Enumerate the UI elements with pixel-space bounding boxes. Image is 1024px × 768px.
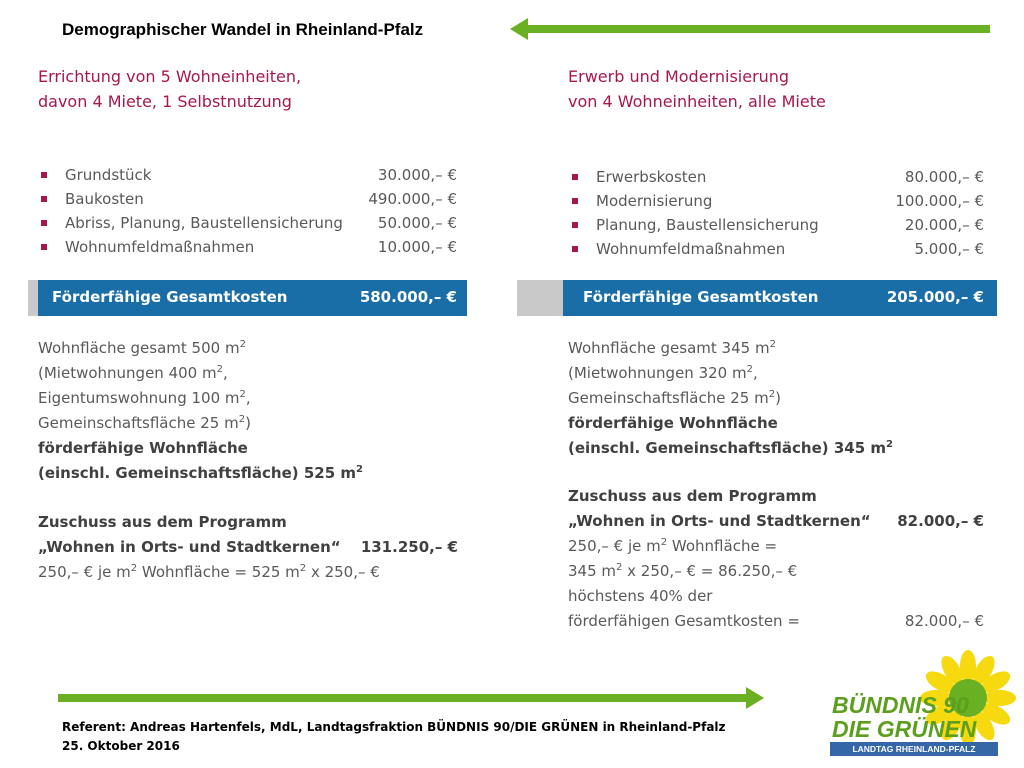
- grant-value: 131.250,– €: [360, 538, 458, 556]
- logo-text: DIE GRÜNEN: [832, 716, 977, 742]
- right-cost-list: [572, 165, 984, 261]
- total-label: Förderfähige Gesamtkosten: [52, 288, 288, 306]
- right-heading: Erwerb und Modernisierung von 4 Wohneinheiten, alle Miete: [568, 67, 826, 111]
- bullet-icon: [572, 246, 578, 252]
- left-area-block: Wohnfläche gesamt 500 $m^2$ (Mietwohnungen 400 $m^2$, Eigentumswohnung 100 $m^2$, Gemeinschaftsfläche 25 $m^2$) förderfähige Wohnfläche (einschl. Gemeinschaftsfläche) 525 $m^2$: [38, 339, 363, 482]
- bullet-icon: [572, 222, 578, 228]
- bullet-icon: [41, 220, 47, 226]
- left-heading: Errichtung von 5 Wohneinheiten, davon 4 Miete, 1 Selbstnutzung: [38, 67, 302, 111]
- list-item: Planung, Baustellensicherung 20.000,– €: [572, 213, 984, 237]
- list-item: Abriss, Planung, Baustellensicherung 50.000,– €: [41, 211, 457, 235]
- list-item: Wohnumfeldmaßnahmen 10.000,– €: [41, 235, 457, 259]
- list-item: Modernisierung 100.000,– €: [572, 189, 984, 213]
- list-item: Baukosten 490.000,– €: [41, 187, 457, 211]
- right-area-block: Wohnfläche gesamt 345 $m^2$ (Mietwohnungen 320 $m^2$, Gemeinschaftsfläche 25 $m^2$) förderfähige Wohnfläche (einschl. Gemeinschaftsfläche) 345 $m^2$: [568, 339, 893, 457]
- footer-referent: Referent: Andreas Hartenfels, MdL, Landtagsfraktion BÜNDNIS 90/DIE GRÜNEN in Rheinland-Pfalz: [62, 720, 726, 734]
- arrow-left-icon: [510, 23, 990, 35]
- right-grant-block: Zuschuss aus dem Programm „Wohnen in Orts- und Stadtkernen“ 82.000,– € 250,– € je $m^2$ Wohnfläche = 345 $m^2$ x 250,– € = 86.250,– € höchstens 40% der förderfähigen Gesamtkosten = 82.000,– €: [568, 487, 984, 630]
- list-item: Erwerbskosten 80.000,– €: [572, 165, 984, 189]
- total-label: Förderfähige Gesamtkosten: [583, 288, 819, 306]
- right-total-band: [517, 280, 997, 316]
- bullet-icon: [41, 172, 47, 178]
- party-logo: [828, 650, 1018, 760]
- footer: [62, 718, 726, 756]
- logo-bar: LANDTAG RHEINLAND-PFALZ: [830, 742, 998, 756]
- bullet-icon: [572, 174, 578, 180]
- footer-date: 25. Oktober 2016: [62, 739, 180, 753]
- page-title: Demographischer Wandel in Rheinland-Pfalz: [62, 20, 424, 39]
- list-item: Grundstück 30.000,– €: [41, 163, 457, 187]
- left-grant-block: Zuschuss aus dem Programm „Wohnen in Orts- und Stadtkernen“ 131.250,– € 250,– € je $m^2$ Wohnfläche = 525 $m^2$ x 250,– €: [38, 513, 458, 581]
- bullet-icon: [41, 244, 47, 250]
- list-item: Wohnumfeldmaßnahmen 5.000,– €: [572, 237, 984, 261]
- arrow-right-icon: [58, 692, 764, 704]
- total-value: 205.000,– €: [886, 288, 984, 306]
- logo-text: BÜNDNIS 90: [832, 692, 969, 718]
- bullet-icon: [41, 196, 47, 202]
- bullet-icon: [572, 198, 578, 204]
- total-value: 580.000,– €: [359, 288, 457, 306]
- grant-value: 82.000,– €: [897, 512, 984, 530]
- left-cost-list: [41, 163, 457, 259]
- left-total-band: [28, 280, 467, 316]
